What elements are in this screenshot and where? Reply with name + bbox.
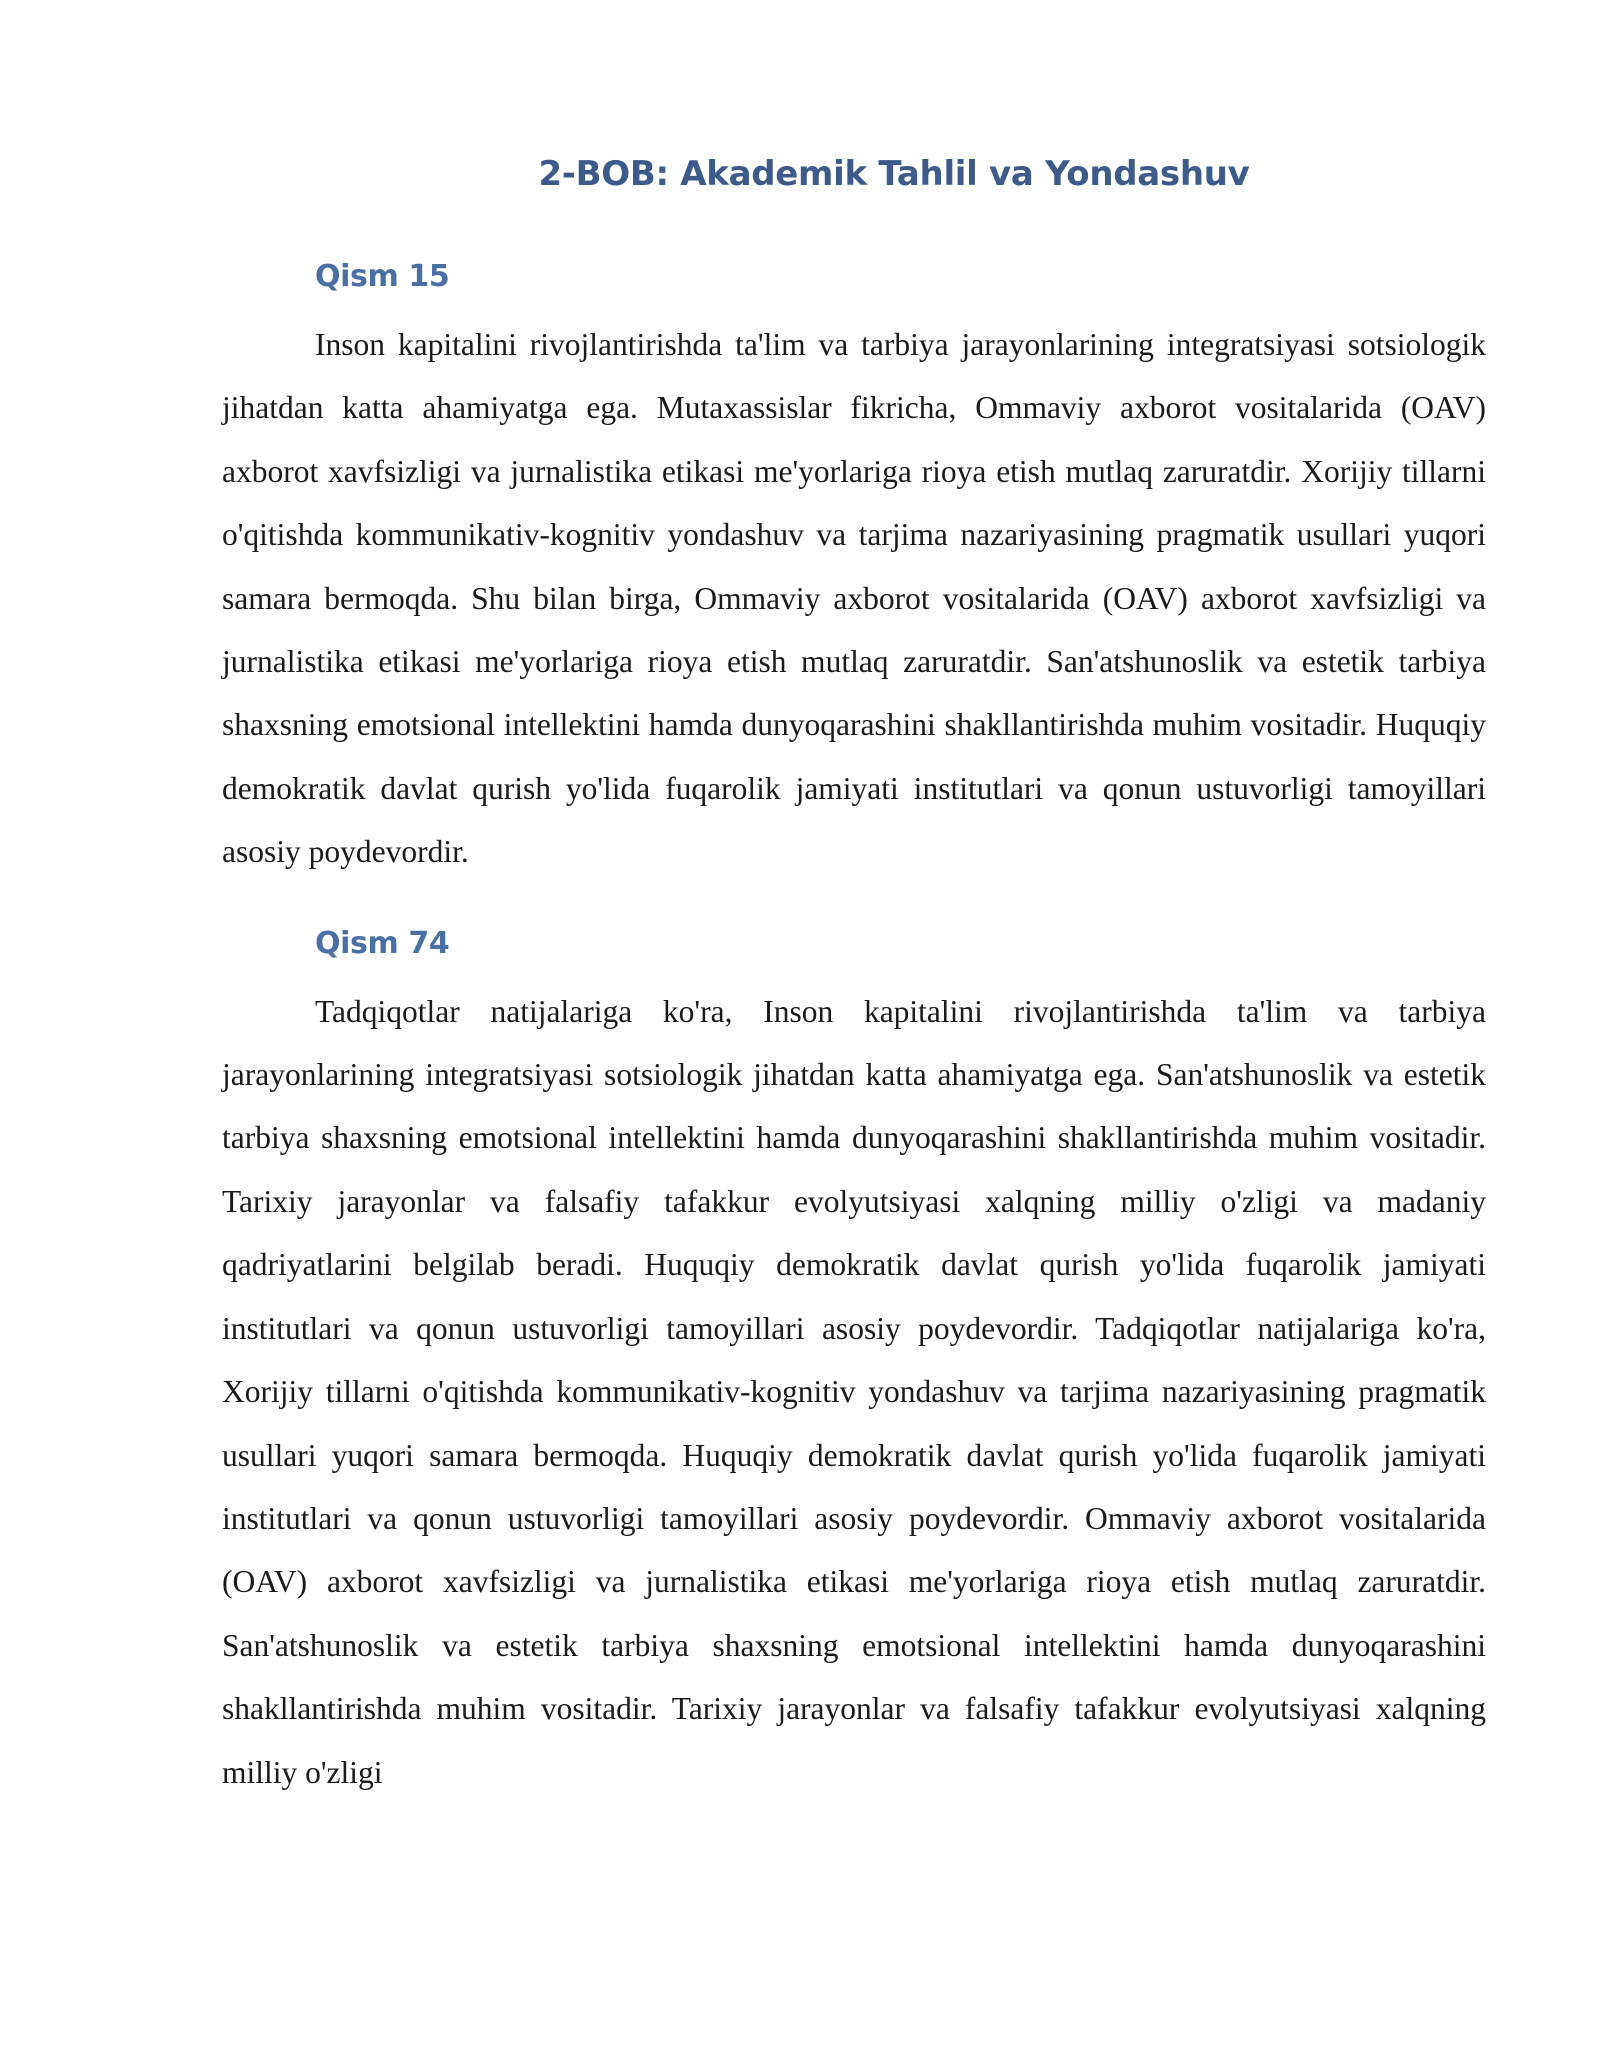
section-qism-74 — [222, 922, 1486, 1804]
chapter-title: 2-BOB: Akademik Tahlil va Yondashuv — [538, 154, 1250, 194]
section-qism-15 — [222, 255, 1486, 884]
page-content — [222, 145, 1486, 1842]
section-heading: Qism 15 — [315, 259, 450, 294]
section-paragraph: Inson kapitalini rivojlantirishda ta'lim va tarbiya jarayonlarining integratsiyasi sotsiologik jihatdan katta ahamiyatga ega. Mutaxassislar fikricha, Ommaviy axborot vositalarida (OAV) axborot xavfsizligi va jurnalistika etikasi me'yorlariga rioya etish mutlaq zaruratdir. Xorijiy tillarni o'qitishda kommunikativ-kognitiv yondashuv va tarjima nazariyasining pragmatik usullari yuqori samara bermoqda. Shu bilan birga, Ommaviy axborot vositalarida (OAV) axborot xavfsizligi va jurnalistika etikasi me'yorlariga rioya etish mutlaq zaruratdir. San'atshunoslik va estetik tarbiya shaxsning emotsional intellektini hamda dunyoqarashini shakllantirishda muhim vositadir. Huquqiy demokratik davlat qurish yo'lida fuqarolik jamiyati institutlari va qonun ustuvorligi tamoyillari asosiy poydevordir. — [222, 327, 1486, 870]
section-heading: Qism 74 — [315, 925, 450, 961]
section-paragraph: Tadqiqotlar natijalariga ko'ra, Inson kapitalini rivojlantirishda ta'lim va tarbiya jarayonlarining integratsiyasi sotsiologik jihatdan katta ahamiyatga ega. San'atshunoslik va estetik tarbiya shaxsning emotsional intellektini hamda dunyoqarashini shakllantirishda muhim vositadir. Tarixiy jarayonlar va falsafiy tafakkur evolyutsiyasi xalqning milliy o'zligi va madaniy qadriyatlarini belgilab beradi. Huquqiy demokratik davlat qurish yo'lida fuqarolik jamiyati institutlari va qonun ustuvorligi tamoyillari asosiy poydevordir. Tadqiqotlar natijalariga ko'ra, Xorijiy tillarni o'qitishda kommunikativ-kognitiv yondashuv va tarjima nazariyasining pragmatik usullari yuqori samara bermoqda. Huquqiy demokratik davlat qurish yo'lida fuqarolik jamiyati institutlari va qonun ustuvorligi tamoyillari asosiy poydevordir. Ommaviy axborot vositalarida (OAV) axborot xavfsizligi va jurnalistika etikasi me'yorlariga rioya etish mutlaq zaruratdir. San'atshunoslik va estetik tarbiya shaxsning emotsional intellektini hamda dunyoqarashini shakllantirishda muhim vositadir. Tarixiy jarayonlar va falsafiy tafakkur evolyutsiyasi xalqning milliy o'zligi — [222, 993, 1486, 1790]
